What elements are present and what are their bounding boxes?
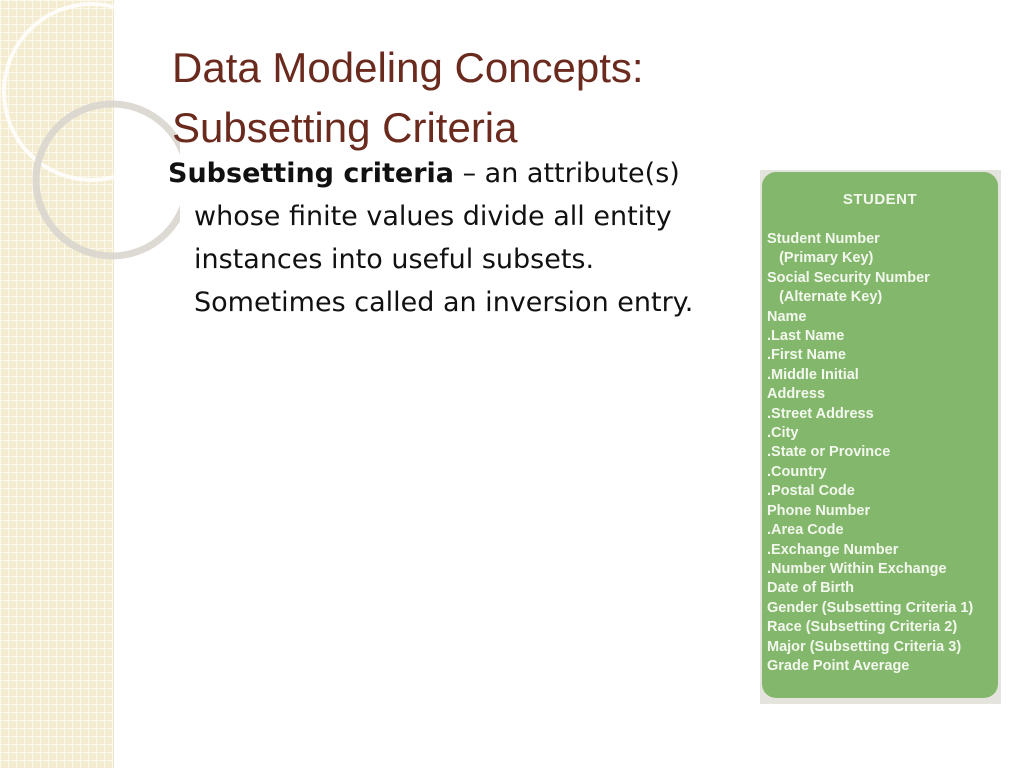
attribute-item: Race (Subsetting Criteria 2) — [767, 619, 958, 636]
definition-text: an attribute(s) whose finite values divide all entity instances into useful subsets. Sometimes called an inversion entry. — [194, 158, 694, 318]
entity-name: STUDENT — [842, 191, 918, 208]
attribute-item: .Area Code — [767, 522, 844, 539]
entity-image-frame — [760, 170, 1001, 704]
title-line-1: Data Modeling Concepts: — [172, 44, 644, 91]
attribute-item: .Last Name — [767, 328, 845, 345]
attribute-item: Name — [767, 308, 807, 325]
attribute-item: .Number Within Exchange — [767, 560, 947, 577]
attribute-item: .Exchange Number — [767, 541, 899, 558]
attribute-item: Grade Point Average — [767, 657, 910, 674]
attribute-item: Gender (Subsetting Criteria 1) — [767, 599, 974, 616]
attribute-item: .City — [767, 425, 799, 442]
attribute-item: Student Number — [767, 231, 880, 247]
slide-title — [172, 38, 644, 158]
attribute-item: Social Security Number — [767, 269, 930, 286]
decorative-circles — [0, 0, 180, 300]
attribute-item: Address — [767, 386, 826, 403]
attribute-item: .First Name — [767, 347, 846, 364]
attribute-item: .Street Address — [767, 405, 874, 422]
attribute-list — [762, 212, 998, 676]
attribute-item: .Middle Initial — [767, 366, 859, 383]
definition-paragraph — [168, 152, 728, 324]
definition-dash: – — [453, 158, 485, 189]
attribute-item: (Alternate Key) — [767, 289, 883, 306]
attribute-item: .Country — [767, 463, 827, 480]
definition-term: Subsetting criteria — [168, 158, 454, 189]
entity-box — [762, 172, 998, 698]
decorative-circle-upper — [4, 4, 180, 180]
title-line-2: Subsetting Criteria — [172, 104, 518, 151]
slide-body — [168, 152, 728, 324]
attribute-item: .State or Province — [767, 444, 891, 461]
attribute-item: .Postal Code — [767, 483, 855, 500]
attribute-item: Date of Birth — [767, 580, 854, 597]
attribute-item: Major (Subsetting Criteria 3) — [767, 638, 962, 655]
attribute-item: (Primary Key) — [767, 250, 874, 267]
attribute-item: Phone Number — [767, 502, 871, 519]
